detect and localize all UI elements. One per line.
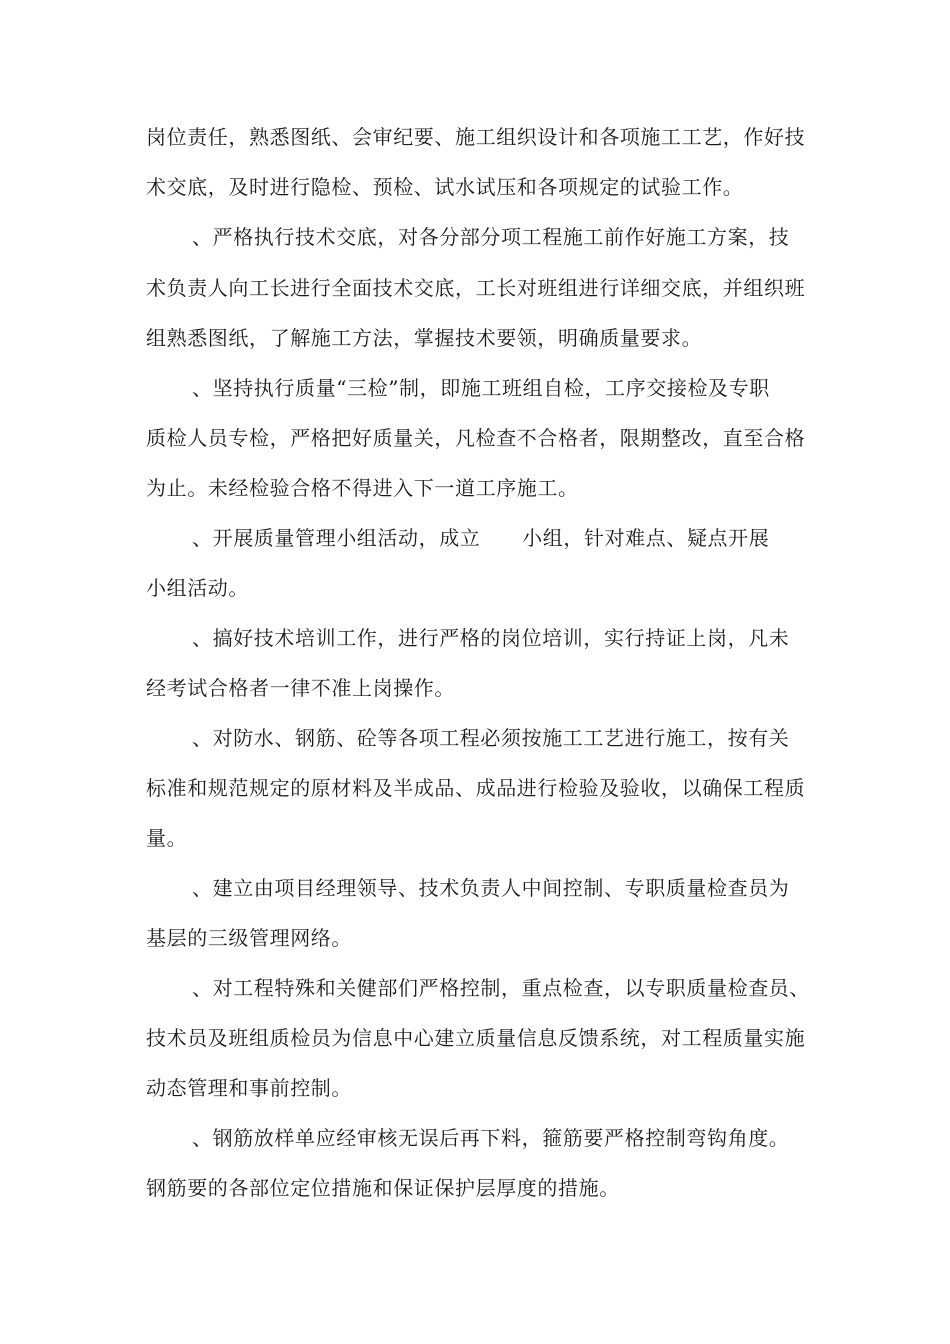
paragraph-line: 量。 (146, 826, 188, 850)
paragraph-line: 、钢筋放样单应经审核无误后再下料，箍筋要严格控制弯钩角度。 (192, 1126, 790, 1150)
paragraph-line: 技术员及班组质检员为信息中心建立质量信息反馈系统，对工程质量实施 (146, 1026, 806, 1050)
paragraph-line: 标准和规范规定的原材料及半成品、成品进行检验及验收，以确保工程质 (146, 776, 806, 800)
paragraph-line: 、严格执行技术交底，对各分部分项工程施工前作好施工方案，技 (192, 225, 790, 249)
paragraph-line: 术负责人向工长进行全面技术交底，工长对班组进行详细交底，并组织班 (146, 276, 806, 300)
paragraph-line: 质检人员专检，严格把好质量关，凡检查不合格者，限期整改，直至合格 (146, 426, 806, 450)
paragraph-line: 组熟悉图纸，了解施工方法，掌握技术要领，明确质量要求。 (146, 326, 703, 350)
paragraph-line: 、建立由项目经理领导、技术负责人中间控制、专职质量检查员为 (192, 876, 790, 900)
paragraph-line: 小组活动。 (146, 576, 249, 600)
paragraph-line: 为止。未经检验合格不得进入下一道工序施工。 (146, 476, 579, 500)
paragraph-line: 岗位责任，熟悉图纸、会审纪要、施工组织设计和各项施工工艺，作好技 (146, 125, 806, 149)
paragraph-line: 基层的三级管理网络。 (146, 926, 352, 950)
paragraph-line: 、对工程特殊和关健部们严格控制，重点检查，以专职质量检查员、 (192, 976, 810, 1000)
paragraph-line: 钢筋要的各部位定位措施和保证保护层厚度的措施。 (146, 1176, 620, 1200)
paragraph-line: 、坚持执行质量“三检”制，即施工班组自检，工序交接检及专职 (192, 376, 770, 400)
paragraph-line: 经考试合格者一律不准上岗操作。 (146, 676, 455, 700)
paragraph-line: 动态管理和事前控制。 (146, 1076, 352, 1100)
paragraph-line: 、开展质量管理小组活动，成立 小组，针对难点、疑点开展 (192, 526, 770, 550)
paragraph-line: 、搞好技术培训工作，进行严格的岗位培训，实行持证上岗，凡未 (192, 626, 790, 650)
paragraph-line: 术交底，及时进行隐检、预检、试水试压和各项规定的试验工作。 (146, 175, 744, 199)
paragraph-line: 、对防水、钢筋、砼等各项工程必须按施工工艺进行施工，按有关 (192, 726, 790, 750)
